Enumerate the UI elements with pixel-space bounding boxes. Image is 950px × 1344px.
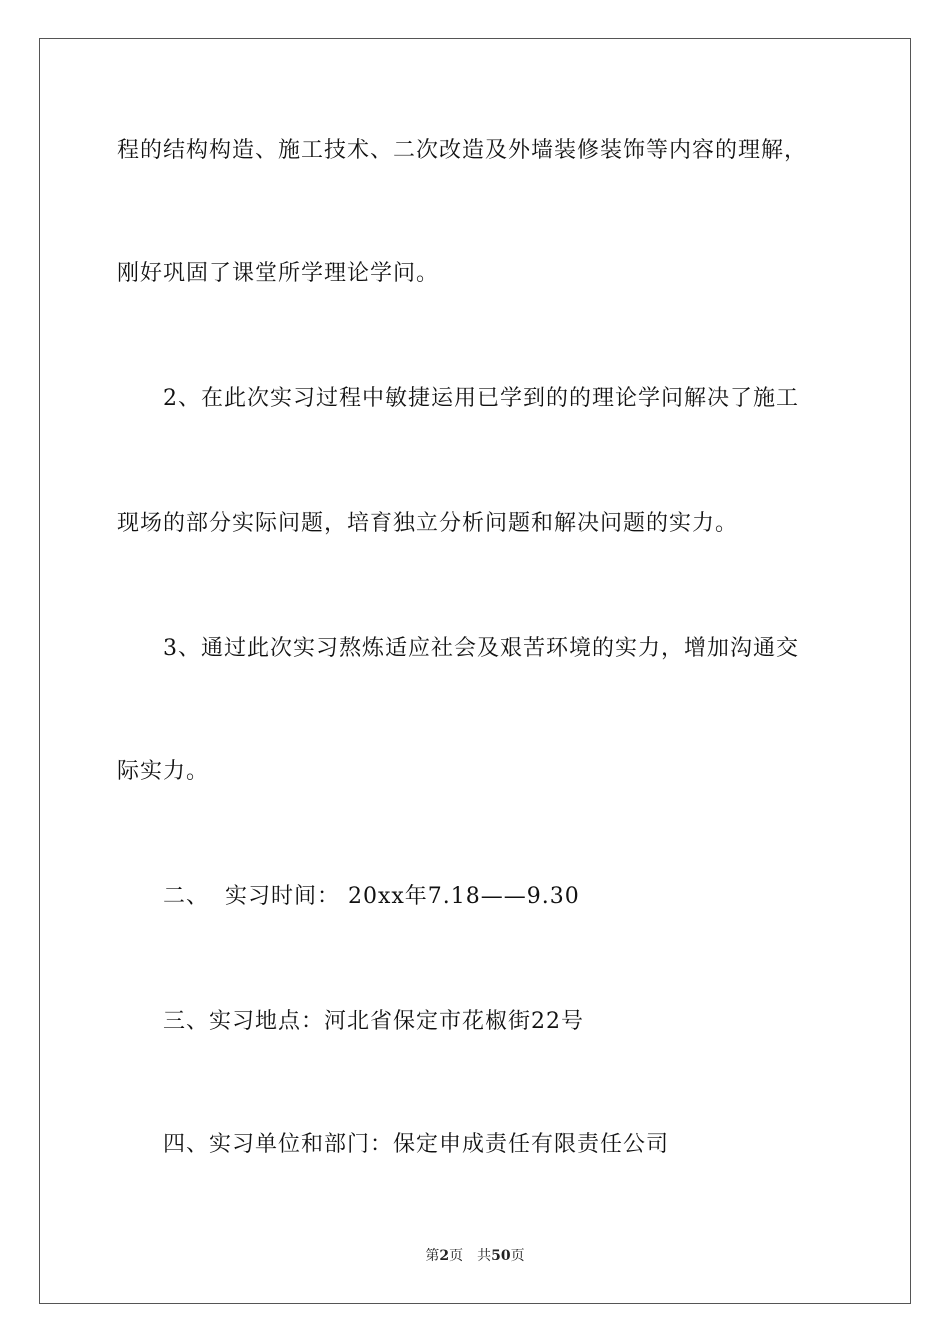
body-line-6: 际实力。 — [117, 759, 210, 784]
footer-page-suffix: 页 — [449, 1248, 464, 1264]
body-line-3: 2、在此次实习过程中敏捷运用已学到的的理论学问解决了施工 — [163, 386, 799, 411]
section-internship-location: 三、实习地点：河北省保定市花椒街22号 — [163, 1009, 584, 1034]
footer-page-number: 2 — [439, 1248, 450, 1264]
body-line-2: 刚好巩固了课堂所学理论学问。 — [117, 261, 440, 286]
footer-page-prefix: 第 — [425, 1248, 440, 1264]
body-line-1: 程的结构构造、施工技术、二次改造及外墙装修装饰等内容的理解， — [117, 138, 808, 163]
footer-total-suffix: 页 — [510, 1248, 525, 1264]
page-footer — [0, 1246, 950, 1266]
footer-total-prefix: 共 — [477, 1248, 492, 1264]
body-line-5: 3、通过此次实习熬炼适应社会及艰苦环境的实力，增加沟通交 — [163, 636, 799, 661]
body-line-4: 现场的部分实际问题，培育独立分析问题和解决问题的实力。 — [117, 511, 739, 536]
page-border — [39, 38, 911, 1304]
section-internship-time: 二、 实习时间： 20xx年7.18——9.30 — [163, 884, 580, 909]
footer-total-pages: 50 — [491, 1248, 511, 1264]
section-internship-unit: 四、实习单位和部门：保定申成责任有限责任公司 — [163, 1132, 670, 1157]
